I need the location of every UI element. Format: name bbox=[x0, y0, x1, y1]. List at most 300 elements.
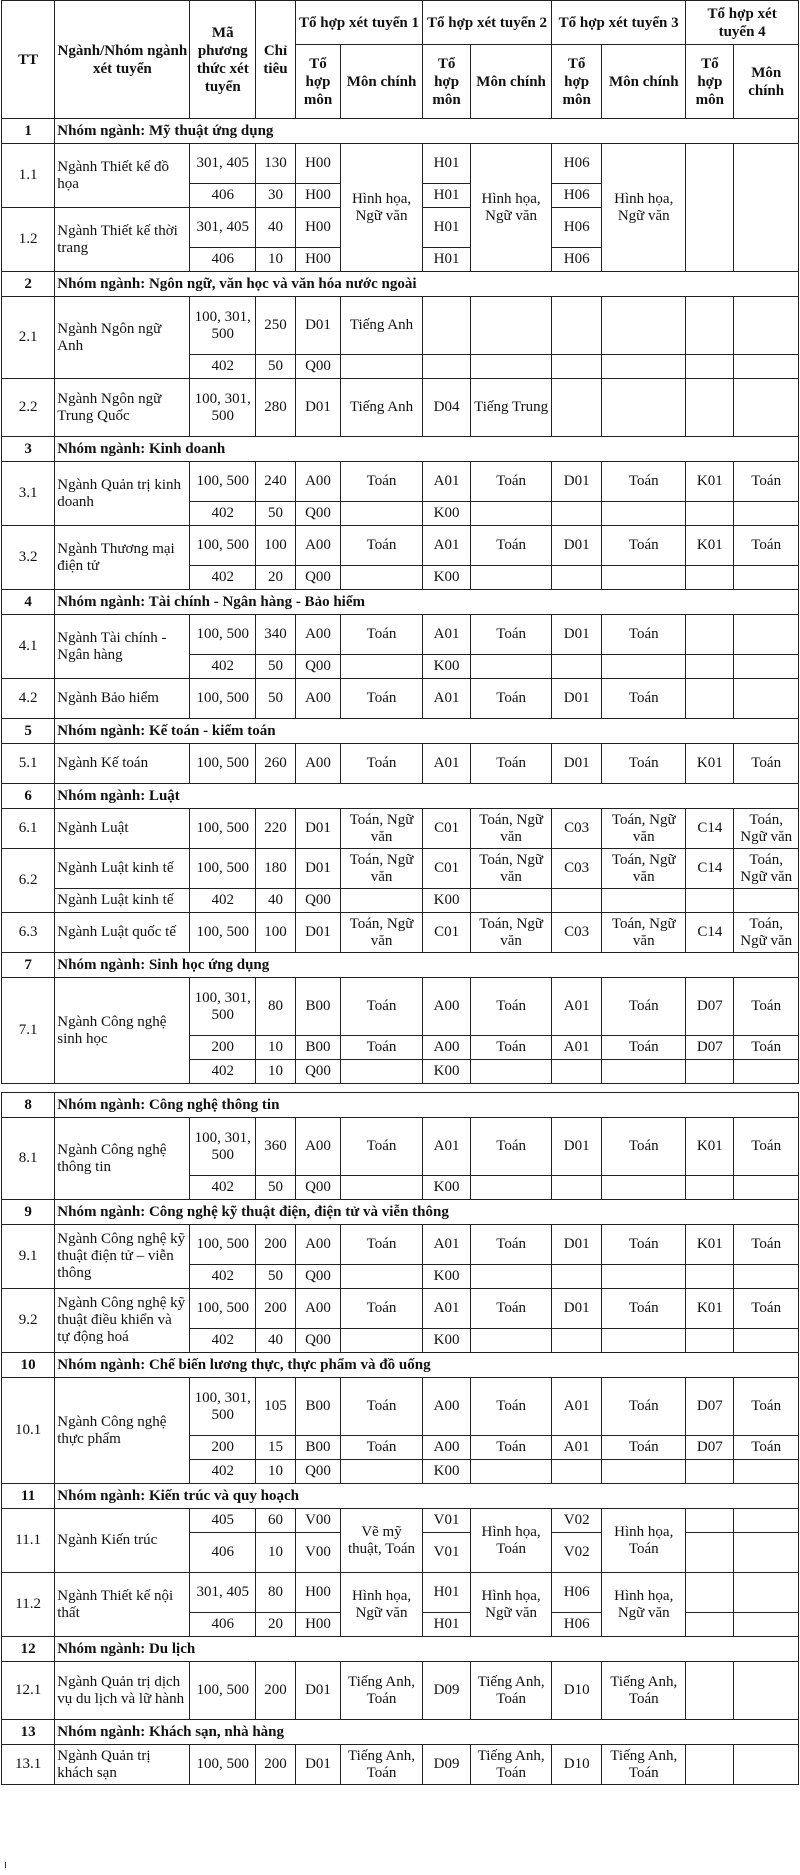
quota: 80 bbox=[256, 978, 296, 1036]
method-code: 402 bbox=[190, 889, 256, 913]
quota: 30 bbox=[256, 184, 296, 208]
group-title: Nhóm ngành: Du lịch bbox=[55, 1637, 799, 1662]
method-code: 402 bbox=[190, 1460, 256, 1484]
combo-1-code: B00 bbox=[295, 978, 340, 1036]
combo-4-code: K01 bbox=[686, 1225, 734, 1265]
method-code: 100, 500 bbox=[190, 744, 256, 784]
combo-1-code: D01 bbox=[295, 809, 340, 849]
quota: 340 bbox=[256, 615, 296, 655]
group-number: 11 bbox=[2, 1484, 55, 1509]
combo-1-main: Toán bbox=[341, 1036, 423, 1060]
combo-3-main: Toán bbox=[602, 1036, 686, 1060]
header-combo-code: Tổ hợp môn bbox=[552, 45, 602, 119]
major-name: Ngành Tài chính - Ngân hàng bbox=[55, 615, 190, 679]
combo-2-code: D04 bbox=[423, 379, 471, 437]
combo-3-code: A01 bbox=[552, 978, 602, 1036]
combo-4-main: Toán bbox=[734, 1225, 799, 1265]
combo-1-main: Tiếng Anh, Toán bbox=[341, 1745, 423, 1785]
major-tt: 11.2 bbox=[2, 1573, 55, 1637]
combo-3-code: D01 bbox=[552, 615, 602, 655]
combo-4-main: Toán, Ngữ văn bbox=[734, 913, 799, 953]
combo-4-code: D07 bbox=[686, 978, 734, 1036]
combo-4-main: Toán bbox=[734, 462, 799, 502]
combo-3-main: Toán bbox=[602, 1436, 686, 1460]
quota: 20 bbox=[256, 1613, 296, 1637]
table-row bbox=[2, 978, 799, 1036]
major-tt: 2.2 bbox=[2, 379, 55, 437]
combo-1-code: B00 bbox=[295, 1036, 340, 1060]
combo-1-main: Toán bbox=[341, 1289, 423, 1329]
combo-4-code: K01 bbox=[686, 462, 734, 502]
group-row bbox=[2, 590, 799, 615]
group-number: 7 bbox=[2, 953, 55, 978]
combo-2-code: A01 bbox=[423, 1289, 471, 1329]
combo-1-main: Hình họa, Ngữ văn bbox=[341, 144, 423, 272]
quota: 80 bbox=[256, 1573, 296, 1613]
combo-3-main: Toán bbox=[602, 978, 686, 1036]
combo-1-code: A00 bbox=[295, 526, 340, 566]
major-tt: 6.2 bbox=[2, 849, 55, 913]
combo-2-code: H01 bbox=[423, 184, 471, 208]
combo-3-code: A01 bbox=[552, 1036, 602, 1060]
group-row bbox=[2, 272, 799, 297]
header-combo-code: Tổ hợp môn bbox=[423, 45, 471, 119]
major-name: Ngành Thiết kế đồ họa bbox=[55, 144, 190, 208]
combo-2-main: Hình họa, Ngữ văn bbox=[471, 1573, 552, 1637]
table-row bbox=[2, 1378, 799, 1436]
group-row bbox=[2, 119, 799, 144]
group-title: Nhóm ngành: Kế toán - kiểm toán bbox=[55, 719, 799, 744]
combo-4-main: Toán bbox=[734, 744, 799, 784]
quota: 220 bbox=[256, 809, 296, 849]
table-row bbox=[2, 889, 799, 913]
combo-3-code: D01 bbox=[552, 679, 602, 719]
major-tt: 3.1 bbox=[2, 462, 55, 526]
combo-3-code: C03 bbox=[552, 913, 602, 953]
combo-3-code: H06 bbox=[552, 184, 602, 208]
combo-2-code: A01 bbox=[423, 526, 471, 566]
combo-1-code: D01 bbox=[295, 379, 340, 437]
combo-1-main: Toán bbox=[341, 679, 423, 719]
combo-3-code: D10 bbox=[552, 1745, 602, 1785]
combo-2-code: K00 bbox=[423, 1176, 471, 1200]
table-row bbox=[2, 1573, 799, 1613]
combo-1-code: D01 bbox=[295, 1745, 340, 1785]
combo-1-code: Q00 bbox=[295, 655, 340, 679]
combo-2-code: C01 bbox=[423, 913, 471, 953]
major-tt: 6.1 bbox=[2, 809, 55, 849]
major-tt: 3.2 bbox=[2, 526, 55, 590]
method-code: 402 bbox=[190, 1329, 256, 1353]
major-name: Ngành Thiết kế nội thất bbox=[55, 1573, 190, 1637]
quota: 50 bbox=[256, 679, 296, 719]
combo-2-code: A01 bbox=[423, 615, 471, 655]
quota: 60 bbox=[256, 1509, 296, 1533]
combo-2-main: Tiếng Anh, Toán bbox=[471, 1662, 552, 1720]
combo-1-code: D01 bbox=[295, 913, 340, 953]
combo-3-code: H06 bbox=[552, 1573, 602, 1613]
combo-2-main: Hình họa, Toán bbox=[471, 1509, 552, 1573]
quota: 130 bbox=[256, 144, 296, 184]
quota: 280 bbox=[256, 379, 296, 437]
combo-2-main: Toán bbox=[471, 1036, 552, 1060]
quota: 40 bbox=[256, 889, 296, 913]
table-row bbox=[2, 1509, 799, 1533]
combo-1-code: D01 bbox=[295, 1662, 340, 1720]
combo-4-code: K01 bbox=[686, 1118, 734, 1176]
combo-3-main: Hình họa, Ngữ văn bbox=[602, 144, 686, 272]
method-code: 402 bbox=[190, 1060, 256, 1084]
major-tt: 4.1 bbox=[2, 615, 55, 679]
combo-2-main: Toán bbox=[471, 526, 552, 566]
combo-3-main: Toán bbox=[602, 1289, 686, 1329]
group-title: Nhóm ngành: Công nghệ kỹ thuật điện, điện tử và viễn thông bbox=[55, 1200, 799, 1225]
table-row bbox=[2, 379, 799, 437]
combo-1-code: H00 bbox=[295, 1573, 340, 1613]
combo-3-main: Toán, Ngữ văn bbox=[602, 849, 686, 889]
combo-3-code: H06 bbox=[552, 1613, 602, 1637]
major-tt: 13.1 bbox=[2, 1745, 55, 1785]
combo-4-main: Toán bbox=[734, 1436, 799, 1460]
quota: 10 bbox=[256, 248, 296, 272]
combo-2-code: D09 bbox=[423, 1745, 471, 1785]
combo-1-code: B00 bbox=[295, 1436, 340, 1460]
combo-3-main: Tiếng Anh, Toán bbox=[602, 1662, 686, 1720]
method-code: 100, 500 bbox=[190, 1225, 256, 1265]
major-name: Ngành Quản trị khách sạn bbox=[55, 1745, 190, 1785]
table-row bbox=[2, 1289, 799, 1329]
quota: 200 bbox=[256, 1289, 296, 1329]
method-code: 100, 500 bbox=[190, 1662, 256, 1720]
combo-3-code: H06 bbox=[552, 208, 602, 248]
group-number: 2 bbox=[2, 272, 55, 297]
combo-1-code: A00 bbox=[295, 679, 340, 719]
combo-2-code: H01 bbox=[423, 248, 471, 272]
method-code: 200 bbox=[190, 1036, 256, 1060]
combo-3-code: D01 bbox=[552, 1289, 602, 1329]
group-row bbox=[2, 953, 799, 978]
table-row bbox=[2, 809, 799, 849]
combo-2-main: Toán bbox=[471, 1225, 552, 1265]
combo-1-main: Toán bbox=[341, 978, 423, 1036]
group-number: 8 bbox=[2, 1093, 55, 1118]
combo-3-code: D01 bbox=[552, 526, 602, 566]
method-code: 200 bbox=[190, 1436, 256, 1460]
combo-1-main: Toán bbox=[341, 1118, 423, 1176]
combo-3-main: Hình họa, Ngữ văn bbox=[602, 1573, 686, 1637]
group-row bbox=[2, 437, 799, 462]
method-code: 100, 500 bbox=[190, 526, 256, 566]
combo-4-code: K01 bbox=[686, 744, 734, 784]
header-main-subject: Môn chính bbox=[471, 45, 552, 119]
quota: 10 bbox=[256, 1060, 296, 1084]
major-tt: 7.1 bbox=[2, 978, 55, 1084]
combo-3-main: Toán, Ngữ văn bbox=[602, 809, 686, 849]
combo-3-code: D01 bbox=[552, 462, 602, 502]
group-number: 1 bbox=[2, 119, 55, 144]
method-code: 406 bbox=[190, 1613, 256, 1637]
group-number: 12 bbox=[2, 1637, 55, 1662]
header-main-subject: Môn chính bbox=[602, 45, 686, 119]
combo-2-code: K00 bbox=[423, 655, 471, 679]
method-code: 301, 405 bbox=[190, 208, 256, 248]
major-tt: 12.1 bbox=[2, 1662, 55, 1720]
combo-3-code: D01 bbox=[552, 744, 602, 784]
combo-1-code: V00 bbox=[295, 1509, 340, 1533]
combo-1-main: Toán, Ngữ văn bbox=[341, 913, 423, 953]
combo-3-main: Toán bbox=[602, 526, 686, 566]
combo-1-main: Toán bbox=[341, 744, 423, 784]
major-name: Ngành Quản trị kinh doanh bbox=[55, 462, 190, 526]
quota: 180 bbox=[256, 849, 296, 889]
combo-1-main: Toán bbox=[341, 462, 423, 502]
combo-4-code: C14 bbox=[686, 913, 734, 953]
method-code: 406 bbox=[190, 248, 256, 272]
combo-1-code: Q00 bbox=[295, 1460, 340, 1484]
combo-1-code: A00 bbox=[295, 1289, 340, 1329]
major-tt: 1.2 bbox=[2, 208, 55, 272]
combo-3-code: C03 bbox=[552, 809, 602, 849]
major-name: Ngành Kế toán bbox=[55, 744, 190, 784]
major-name: Ngành Ngôn ngữ Trung Quốc bbox=[55, 379, 190, 437]
combo-3-main: Toán, Ngữ văn bbox=[602, 913, 686, 953]
major-name: Ngành Luật quốc tế bbox=[55, 913, 190, 953]
table-row bbox=[2, 1662, 799, 1720]
quota: 200 bbox=[256, 1662, 296, 1720]
quota: 250 bbox=[256, 297, 296, 355]
combo-1-code: H00 bbox=[295, 248, 340, 272]
method-code: 100, 500 bbox=[190, 462, 256, 502]
group-row bbox=[2, 1637, 799, 1662]
combo-1-code: V00 bbox=[295, 1533, 340, 1573]
table-row bbox=[2, 615, 799, 655]
combo-2-code: H01 bbox=[423, 1573, 471, 1613]
table-row bbox=[2, 526, 799, 566]
quota: 10 bbox=[256, 1533, 296, 1573]
combo-3-code: H06 bbox=[552, 248, 602, 272]
combo-2-code: V01 bbox=[423, 1509, 471, 1533]
combo-2-main: Toán, Ngữ văn bbox=[471, 809, 552, 849]
combo-3-main: Toán bbox=[602, 1118, 686, 1176]
method-code: 100, 500 bbox=[190, 849, 256, 889]
group-row bbox=[2, 1200, 799, 1225]
combo-1-code: Q00 bbox=[295, 889, 340, 913]
combo-2-main: Toán bbox=[471, 1289, 552, 1329]
combo-2-code: A00 bbox=[423, 1436, 471, 1460]
major-name: Ngành Công nghệ thông tin bbox=[55, 1118, 190, 1200]
combo-2-code: K00 bbox=[423, 502, 471, 526]
quota: 260 bbox=[256, 744, 296, 784]
combo-2-code: K00 bbox=[423, 1460, 471, 1484]
table-row bbox=[2, 679, 799, 719]
combo-1-main: Toán bbox=[341, 526, 423, 566]
group-number: 9 bbox=[2, 1200, 55, 1225]
combo-2-main: Toán bbox=[471, 462, 552, 502]
method-code: 100, 500 bbox=[190, 1289, 256, 1329]
combo-1-code: A00 bbox=[295, 744, 340, 784]
combo-2-main: Toán, Ngữ văn bbox=[471, 913, 552, 953]
group-number: 4 bbox=[2, 590, 55, 615]
combo-1-main: Vẽ mỹ thuật, Toán bbox=[341, 1509, 423, 1573]
header-method: Mã phương thức xét tuyển bbox=[190, 1, 256, 119]
admission-table bbox=[1, 0, 799, 1785]
combo-1-main: Tiếng Anh, Toán bbox=[341, 1662, 423, 1720]
method-code: 301, 405 bbox=[190, 144, 256, 184]
method-code: 405 bbox=[190, 1509, 256, 1533]
method-code: 100, 301, 500 bbox=[190, 1118, 256, 1176]
major-tt: 4.2 bbox=[2, 679, 55, 719]
combo-1-code: Q00 bbox=[295, 566, 340, 590]
group-row bbox=[2, 1720, 799, 1745]
combo-4-main: Toán bbox=[734, 978, 799, 1036]
combo-4-code: K01 bbox=[686, 526, 734, 566]
header-tt: TT bbox=[2, 1, 55, 119]
combo-4-main bbox=[734, 144, 799, 272]
combo-2-code: H01 bbox=[423, 1613, 471, 1637]
header-quota: Chỉ tiêu bbox=[256, 1, 296, 119]
group-number: 10 bbox=[2, 1353, 55, 1378]
combo-2-main: Toán bbox=[471, 1378, 552, 1436]
combo-2-main: Toán bbox=[471, 744, 552, 784]
combo-3-code: A01 bbox=[552, 1378, 602, 1436]
header-combo-4: Tổ hợp xét tuyển 4 bbox=[686, 1, 799, 45]
table-row bbox=[2, 1118, 799, 1176]
group-title: Nhóm ngành: Công nghệ thông tin bbox=[55, 1093, 799, 1118]
combo-3-main: Toán bbox=[602, 744, 686, 784]
combo-2-code: C01 bbox=[423, 809, 471, 849]
method-code: 402 bbox=[190, 655, 256, 679]
method-code: 402 bbox=[190, 355, 256, 379]
group-title: Nhóm ngành: Chế biến lương thực, thực phẩm và đồ uống bbox=[55, 1353, 799, 1378]
header-major: Ngành/Nhóm ngành xét tuyển bbox=[55, 1, 190, 119]
quota: 50 bbox=[256, 1176, 296, 1200]
combo-1-main: Hình họa, Ngữ văn bbox=[341, 1573, 423, 1637]
combo-1-code: Q00 bbox=[295, 1176, 340, 1200]
major-name: Ngành Công nghệ sinh học bbox=[55, 978, 190, 1084]
combo-1-code: Q00 bbox=[295, 1329, 340, 1353]
combo-3-code: D10 bbox=[552, 1662, 602, 1720]
combo-1-main: Toán bbox=[341, 1225, 423, 1265]
combo-2-code: A00 bbox=[423, 978, 471, 1036]
quota: 10 bbox=[256, 1460, 296, 1484]
combo-1-main: Tiếng Anh bbox=[341, 379, 423, 437]
combo-3-code: V02 bbox=[552, 1509, 602, 1533]
header-combo-code: Tổ hợp môn bbox=[295, 45, 340, 119]
combo-2-main: Tiếng Anh, Toán bbox=[471, 1745, 552, 1785]
combo-1-code: H00 bbox=[295, 1613, 340, 1637]
combo-1-main: Toán, Ngữ văn bbox=[341, 849, 423, 889]
combo-1-main: Toán bbox=[341, 615, 423, 655]
major-name: Ngành Công nghệ thực phẩm bbox=[55, 1378, 190, 1484]
group-number: 3 bbox=[2, 437, 55, 462]
quota: 105 bbox=[256, 1378, 296, 1436]
quota: 20 bbox=[256, 566, 296, 590]
table-row bbox=[2, 1225, 799, 1265]
combo-2-code: A01 bbox=[423, 744, 471, 784]
combo-2-code: A01 bbox=[423, 1118, 471, 1176]
combo-1-code: H00 bbox=[295, 144, 340, 184]
quota: 50 bbox=[256, 1265, 296, 1289]
combo-4-main: Toán bbox=[734, 1289, 799, 1329]
combo-1-code: D01 bbox=[295, 297, 340, 355]
combo-2-code: K00 bbox=[423, 889, 471, 913]
combo-4-code: D07 bbox=[686, 1436, 734, 1460]
combo-1-code: A00 bbox=[295, 1225, 340, 1265]
major-tt: 1.1 bbox=[2, 144, 55, 208]
major-tt: 9.2 bbox=[2, 1289, 55, 1353]
combo-4-main: Toán bbox=[734, 1378, 799, 1436]
header-combo-1: Tổ hợp xét tuyển 1 bbox=[295, 1, 422, 45]
scan-mark bbox=[5, 1862, 6, 1868]
method-code: 100, 301, 500 bbox=[190, 1378, 256, 1436]
major-name: Ngành Công nghệ kỹ thuật điện tử – viễn thông bbox=[55, 1225, 190, 1289]
major-tt: 10.1 bbox=[2, 1378, 55, 1484]
header-combo-code: Tổ hợp môn bbox=[686, 45, 734, 119]
combo-4-code: C14 bbox=[686, 849, 734, 889]
combo-4-main: Toán bbox=[734, 526, 799, 566]
combo-2-code: H01 bbox=[423, 144, 471, 184]
method-code: 100, 500 bbox=[190, 1745, 256, 1785]
quota: 50 bbox=[256, 655, 296, 679]
table-row bbox=[2, 913, 799, 953]
method-code: 100, 301, 500 bbox=[190, 297, 256, 355]
combo-1-code: A00 bbox=[295, 615, 340, 655]
combo-3-code: C03 bbox=[552, 849, 602, 889]
page-break bbox=[2, 1084, 799, 1093]
group-number: 5 bbox=[2, 719, 55, 744]
combo-2-code: V01 bbox=[423, 1533, 471, 1573]
group-title: Nhóm ngành: Kinh doanh bbox=[55, 437, 799, 462]
major-name: Ngành Thương mại điện tử bbox=[55, 526, 190, 590]
method-code: 406 bbox=[190, 1533, 256, 1573]
combo-1-code: A00 bbox=[295, 462, 340, 502]
table-row bbox=[2, 744, 799, 784]
combo-2-code: C01 bbox=[423, 849, 471, 889]
combo-3-code: D01 bbox=[552, 1118, 602, 1176]
header-combo-3: Tổ hợp xét tuyển 3 bbox=[552, 1, 686, 45]
combo-1-code: H00 bbox=[295, 208, 340, 248]
major-name: Ngành Kiến trúc bbox=[55, 1509, 190, 1573]
header-combo-2: Tổ hợp xét tuyển 2 bbox=[423, 1, 552, 45]
combo-2-main: Toán, Ngữ văn bbox=[471, 849, 552, 889]
combo-2-code: D09 bbox=[423, 1662, 471, 1720]
combo-4-main: Toán bbox=[734, 1036, 799, 1060]
major-tt: 5.1 bbox=[2, 744, 55, 784]
major-name: Ngành Quản trị dịch vụ du lịch và lữ hành bbox=[55, 1662, 190, 1720]
combo-4-main: Toán, Ngữ văn bbox=[734, 849, 799, 889]
quota: 50 bbox=[256, 502, 296, 526]
combo-3-main: Hình họa, Toán bbox=[602, 1509, 686, 1573]
combo-2-main: Toán bbox=[471, 615, 552, 655]
quota: 40 bbox=[256, 1329, 296, 1353]
combo-3-main: Toán bbox=[602, 615, 686, 655]
major-name: Ngành Ngôn ngữ Anh bbox=[55, 297, 190, 379]
combo-4-code: C14 bbox=[686, 809, 734, 849]
group-row bbox=[2, 1484, 799, 1509]
combo-1-main: Tiếng Anh bbox=[341, 297, 423, 355]
combo-4-code bbox=[686, 144, 734, 272]
combo-2-main: Toán bbox=[471, 679, 552, 719]
group-number: 6 bbox=[2, 784, 55, 809]
combo-1-code: A00 bbox=[295, 1118, 340, 1176]
combo-1-code: Q00 bbox=[295, 355, 340, 379]
combo-2-code: K00 bbox=[423, 1329, 471, 1353]
major-tt: 2.1 bbox=[2, 297, 55, 379]
combo-2-main: Hình họa, Ngữ văn bbox=[471, 144, 552, 272]
group-row bbox=[2, 784, 799, 809]
table-row bbox=[2, 1745, 799, 1785]
quota: 200 bbox=[256, 1745, 296, 1785]
